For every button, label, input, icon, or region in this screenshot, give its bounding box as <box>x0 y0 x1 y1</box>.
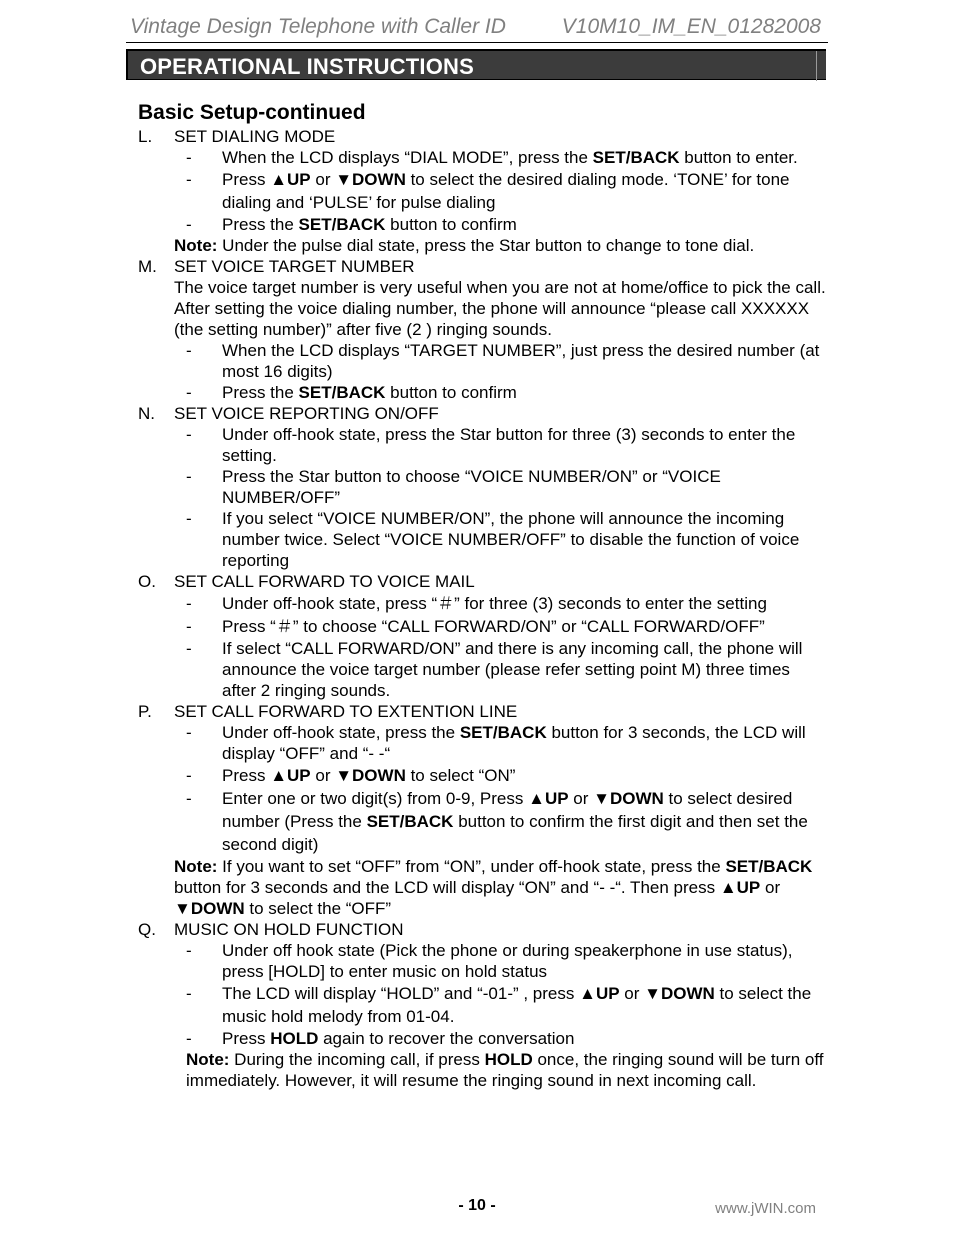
instructions-body <box>138 126 828 1091</box>
section-letter: N. <box>138 404 155 423</box>
bullet-dash: - <box>186 215 192 234</box>
down-arrow-icon: ▼ <box>644 984 661 1003</box>
bullet-dash: - <box>186 984 192 1003</box>
text: button to enter. <box>679 148 798 167</box>
down-arrow-icon: ▼ <box>174 899 191 918</box>
button-name: UP <box>287 170 311 189</box>
text: If select “CALL FORWARD/ON” and there is any incoming call, the phone will announce the voice target number (please refer setting point M) three times after 2 ringing sounds. <box>222 639 803 700</box>
section-title: MUSIC ON HOLD FUNCTION <box>174 920 404 939</box>
list-item <box>174 147 828 168</box>
list-item <box>174 508 828 571</box>
text: Press the <box>222 215 299 234</box>
list-item <box>174 638 828 701</box>
section-n-heading <box>138 403 828 424</box>
up-arrow-icon: ▲ <box>528 789 545 808</box>
up-arrow-icon: ▲ <box>579 984 596 1003</box>
bullet-dash: - <box>186 617 192 636</box>
bullet-dash: - <box>186 766 192 785</box>
button-name: UP <box>736 878 761 897</box>
section-letter: P. <box>138 702 152 721</box>
section-title: SET CALL FORWARD TO VOICE MAIL <box>174 572 475 591</box>
text: to select desired number (Press the <box>222 789 793 831</box>
button-name: DOWN <box>190 899 245 918</box>
button-name: DOWN <box>660 984 715 1003</box>
up-arrow-icon: ▲ <box>270 170 288 189</box>
text: Under off-hook state, press “＃” for three (3) seconds to enter the setting <box>222 594 767 613</box>
note-label: Note: <box>174 236 218 255</box>
section-title: SET VOICE TARGET NUMBER <box>174 257 415 276</box>
list-item <box>174 382 828 403</box>
button-name: SET/BACK <box>298 215 386 234</box>
section-letter: Q. <box>138 920 156 939</box>
paragraph: The voice target number is very useful when you are not at home/office to pick the call. After setting the voice dialing number, the phone will announce “please call XXXXXX (the setting number)” after five (2 ) ringing sounds. <box>174 278 826 339</box>
button-name: HOLD <box>484 1050 533 1069</box>
text: to select “ON” <box>405 766 516 785</box>
list-item <box>174 764 828 787</box>
text: or <box>760 878 781 897</box>
bullet-dash: - <box>186 1029 192 1048</box>
text: or <box>310 170 336 189</box>
text: If you want to set “OFF” from “ON”, under off-hook state, press the <box>217 857 726 876</box>
text: Press <box>222 1029 271 1048</box>
list-item <box>174 424 828 466</box>
subtitle: Basic Setup-continued <box>138 101 366 124</box>
bullet-dash: - <box>186 594 192 613</box>
text: Press the <box>222 383 299 402</box>
bullet-dash: - <box>186 941 192 960</box>
section-letter: M. <box>138 257 157 276</box>
button-name: SET/BACK <box>459 723 547 742</box>
text: button to confirm <box>385 215 517 234</box>
section-q-heading <box>138 919 828 940</box>
button-name: DOWN <box>352 170 406 189</box>
text: Enter one or two digit(s) from 0-9, Press <box>222 789 529 808</box>
down-arrow-icon: ▼ <box>593 789 610 808</box>
list-item <box>174 466 828 508</box>
list-item <box>174 340 828 382</box>
up-arrow-icon: ▲ <box>719 878 737 897</box>
list-item <box>174 787 828 856</box>
bullet-dash: - <box>186 723 192 742</box>
bullet-dash: - <box>186 383 192 402</box>
text: button for 3 seconds and the LCD will display “ON” and “- -“. Then press <box>174 878 720 897</box>
button-name: DOWN <box>609 789 664 808</box>
section-l-heading <box>138 126 828 147</box>
text: During the incoming call, if press <box>229 1050 485 1069</box>
note-label: Note: <box>174 857 218 876</box>
text: to select the music hold melody from 01-04. <box>222 984 812 1026</box>
bullet-dash: - <box>186 789 192 808</box>
text: or <box>619 984 645 1003</box>
bullet-dash: - <box>186 341 192 360</box>
section-o-heading <box>138 571 828 592</box>
text: to select the “OFF” <box>244 899 392 918</box>
text: again to recover the conversation <box>318 1029 575 1048</box>
note <box>174 235 828 256</box>
list-item <box>174 592 828 615</box>
bullet-dash: - <box>186 509 192 528</box>
bullet-dash: - <box>186 148 192 167</box>
text: Under off-hook state, press the <box>222 723 460 742</box>
list-item <box>174 722 828 764</box>
banner-title: OPERATIONAL INSTRUCTIONS <box>140 54 474 79</box>
page-number: - 10 - <box>458 1197 496 1214</box>
bullet-dash: - <box>186 639 192 658</box>
button-name: SET/BACK <box>725 857 813 876</box>
down-arrow-icon: ▼ <box>335 766 353 785</box>
button-name: SET/BACK <box>366 812 454 831</box>
text: When the LCD displays “TARGET NUMBER”, just press the desired number (at most 16 digits) <box>222 341 820 381</box>
button-name: UP <box>544 789 569 808</box>
list-item <box>174 168 828 214</box>
text: once, the ringing sound will be turn off immediately. However, it will resume the ringing sound in next incoming call. <box>186 1050 824 1090</box>
banner-edge <box>816 51 817 81</box>
text: or <box>568 789 594 808</box>
up-arrow-icon: ▲ <box>270 766 288 785</box>
header-doc-code: V10M10_IM_EN_01282008 <box>561 15 821 38</box>
button-name: HOLD <box>270 1029 319 1048</box>
button-name: SET/BACK <box>298 383 386 402</box>
section-p-heading <box>138 701 828 722</box>
text: The LCD will display “HOLD” and “-01-” , press <box>222 984 580 1003</box>
section-m-heading <box>138 256 828 277</box>
button-name: UP <box>595 984 620 1003</box>
section-letter: L. <box>138 127 153 146</box>
text: button for 3 seconds, the LCD will display “OFF” and “- -“ <box>222 723 806 763</box>
section-banner <box>126 49 826 80</box>
website-link[interactable]: www.jWIN.com <box>715 1200 816 1217</box>
note-label: Note: <box>186 1050 230 1069</box>
text: Under the pulse dial state, press the Star button to change to tone dial. <box>217 236 755 255</box>
text: button to confirm the first digit and then set the second digit) <box>222 812 808 854</box>
section-title: SET DIALING MODE <box>174 127 336 146</box>
text: Press <box>222 766 271 785</box>
bullet-dash: - <box>186 425 192 444</box>
list-item <box>174 615 828 638</box>
text: or <box>310 766 336 785</box>
section-letter: O. <box>138 572 156 591</box>
header-title: Vintage Design Telephone with Caller ID <box>130 15 506 38</box>
header-rule <box>126 42 828 43</box>
bullet-dash: - <box>186 170 192 189</box>
text: button to confirm <box>385 383 517 402</box>
list-item <box>174 214 828 235</box>
list-item <box>174 982 828 1028</box>
button-name: DOWN <box>352 766 406 785</box>
text: When the LCD displays “DIAL MODE”, press the <box>222 148 593 167</box>
text: Under off hook state (Pick the phone or during speakerphone in use status), press [HOLD] to enter music on hold status <box>222 941 793 981</box>
text: Press <box>222 170 271 189</box>
list-item <box>174 940 828 982</box>
note <box>174 856 828 919</box>
text: Press the Star button to choose “VOICE NUMBER/ON” or “VOICE NUMBER/OFF” <box>222 467 721 507</box>
list-item <box>174 1028 828 1049</box>
section-title: SET CALL FORWARD TO EXTENTION LINE <box>174 702 518 721</box>
down-arrow-icon: ▼ <box>335 170 353 189</box>
section-title: SET VOICE REPORTING ON/OFF <box>174 404 439 423</box>
button-name: SET/BACK <box>592 148 680 167</box>
text: If you select “VOICE NUMBER/ON”, the phone will announce the incoming number twice. Select “VOICE NUMBER/OFF” to disable the function of voice reporting <box>222 509 800 570</box>
bullet-dash: - <box>186 467 192 486</box>
text: Under off-hook state, press the Star button for three (3) seconds to enter the setting. <box>222 425 796 465</box>
note <box>186 1049 828 1091</box>
text: to select the desired dialing mode. ‘TONE’ for tone dialing and ‘PULSE’ for pulse dialing <box>222 170 790 212</box>
button-name: UP <box>287 766 311 785</box>
text: Press “＃” to choose “CALL FORWARD/ON” or “CALL FORWARD/OFF” <box>222 617 765 636</box>
